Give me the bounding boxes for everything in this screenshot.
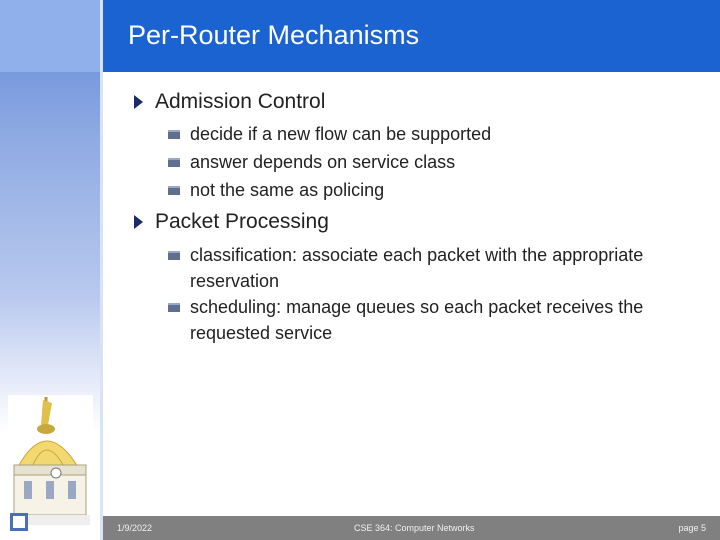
square-bullet-icon [168,158,180,167]
sub-bullet-text: classification: associate each packet with the appropriate reservation [190,245,644,291]
footer-page-number: page 5 [678,523,706,533]
bullet-text: Admission Control [155,90,326,113]
sub-bullet-text: scheduling: manage queues so each packet receives the requested service [190,297,644,343]
footer-bar [103,516,720,540]
sub-bullet [168,121,708,147]
square-bullet-icon [168,251,180,260]
bullet-text: Packet Processing [155,210,329,233]
sub-bullet-text: decide if a new flow can be supported [190,124,492,144]
bullet-packet-processing [134,210,329,234]
triangle-bullet-icon [134,95,143,109]
bullet-admission-control [134,90,325,114]
square-bullet-icon [168,186,180,195]
square-bullet-icon [168,130,180,139]
sub-bullet [168,242,708,294]
sub-bullet-text: answer depends on service class [190,152,456,172]
triangle-bullet-icon [134,215,143,229]
sub-bullet [168,149,708,175]
sub-bullet-text: not the same as policing [190,180,385,200]
sub-bullet [168,294,708,346]
footer-date: 1/9/2022 [117,523,153,533]
sub-bullet [168,177,708,203]
footer-course: CSE 364: Computer Networks [354,523,475,533]
square-bullet-icon [168,303,180,312]
slide-title: Per-Router Mechanisms [128,20,420,50]
